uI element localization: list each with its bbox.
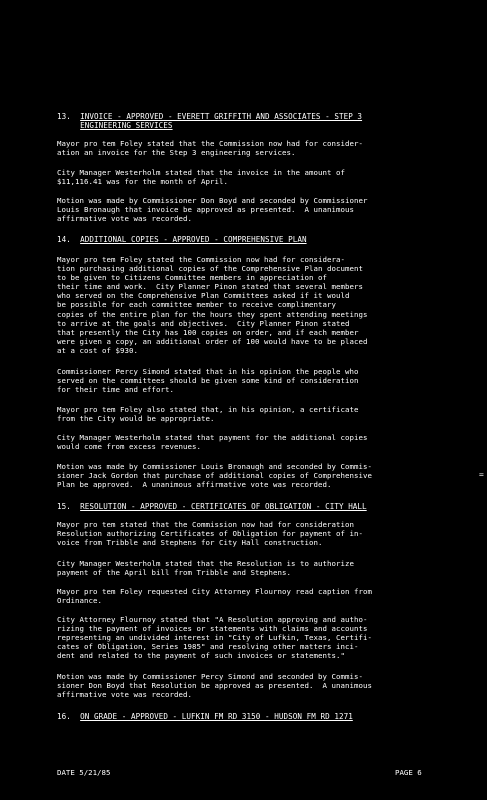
item-15-heading — [57, 502, 459, 511]
footer-date: DATE 5/21/85 — [57, 768, 111, 777]
text-line: copies of the entire plan for the hours they spent attending meetings — [57, 309, 368, 319]
text-line: would come from excess revenues. — [57, 442, 201, 452]
text-line: Motion was made by Commissioner Percy Simond and seconded by Commis- — [57, 672, 363, 681]
text-line: Mayor pro tem Foley stated the Commission now had for considera- — [57, 255, 345, 264]
text-line: tion purchasing additional copies of the Comprehensive Plan document — [57, 264, 363, 274]
text-line: were given a copy, an additional order of 100 would have to be placed — [57, 336, 368, 346]
item-14-number: 14. — [57, 235, 71, 244]
text-line: City Manager Westerholm stated that the invoice in the amount of — [57, 168, 345, 177]
item-14-heading — [57, 235, 459, 244]
item-15-number: 15. — [57, 502, 71, 511]
item-13-paragraph-2 — [57, 168, 459, 186]
item-15-title: RESOLUTION - APPROVED - CERTIFICATES OF OBLIGATION - CITY HALL — [80, 502, 367, 511]
text-line: Ordinance. — [57, 596, 102, 606]
text-line: City Attorney Flournoy stated that "A Resolution approving and autho- — [57, 615, 368, 624]
text-line: Resolution authorizing Certificates of Obligation for payment of in- — [57, 529, 363, 539]
item-14-paragraph-1 — [57, 255, 459, 355]
text-line: Mayor pro tem Foley stated that the Commission now had for consider- — [57, 139, 363, 148]
item-13-paragraph-3 — [57, 196, 459, 223]
text-line: their time and work. City Planner Pinon stated that several members — [57, 282, 363, 292]
text-line: from the City would be appropriate. — [57, 414, 215, 424]
text-line: served on the committees should be given some kind of consideration — [57, 376, 359, 386]
text-line: Louis Bronaugh that invoice be approved as presented. A unanimous — [57, 205, 354, 215]
item-16-title: ON GRADE - APPROVED - LUFKIN FM RD 3150 - HUDSON FM RD 1271 — [80, 712, 353, 721]
text-line: be possible for each committee member to receive complimentary — [57, 300, 336, 310]
text-line: affirmative vote was recorded. — [57, 214, 192, 224]
text-line: affirmative vote was recorded. — [57, 690, 192, 700]
text-line: rizing the payment of invoices or statements with claims and accounts — [57, 624, 368, 634]
margin-mark: = — [479, 470, 484, 479]
text-line: representing an undivided interest in "City of Lufkin, Texas, Certifi- — [57, 633, 372, 643]
text-line: for their time and effort. — [57, 385, 174, 395]
item-15-paragraph-2 — [57, 559, 459, 577]
item-14-paragraph-4 — [57, 433, 459, 451]
text-line: to be given to Citizens Committee members in appreciation of — [57, 273, 327, 283]
text-line: to arrive at the goals and objectives. City Planner Pinon stated — [57, 318, 350, 328]
text-line: Motion was made by Commissioner Don Boyd and seconded by Commissioner — [57, 196, 368, 205]
item-15-paragraph-4 — [57, 615, 459, 660]
item-13-heading — [57, 112, 459, 130]
text-line: Mayor pro tem Foley requested City Attorney Flournoy read caption from — [57, 587, 372, 596]
text-line: cates of Obligation, Series 1985" and resolving other matters inci- — [57, 642, 359, 652]
item-13-paragraph-1 — [57, 139, 459, 157]
text-line: at a cost of $930. — [57, 345, 138, 355]
text-line: who served on the Comprehensive Plan Committees asked if it would — [57, 291, 350, 301]
item-14-paragraph-2 — [57, 367, 459, 394]
text-line: Mayor pro tem stated that the Commission now had for consideration — [57, 520, 354, 529]
item-13-title-line-1: INVOICE - APPROVED - EVERETT GRIFFITH AND ASSOCIATES - STEP 3 — [80, 112, 363, 121]
text-line: sioner Jack Gordon that purchase of additional copies of Comprehensive — [57, 471, 372, 481]
text-line: voice from Tribble and Stephens for City Hall construction. — [57, 538, 323, 548]
text-line: ation an invoice for the Step 3 engineering services. — [57, 148, 296, 158]
footer-page-number: PAGE 6 — [395, 768, 422, 777]
text-line: Mayor pro tem Foley also stated that, in his opinion, a certificate — [57, 405, 359, 414]
text-line: sioner Don Boyd that Resolution be approved as presented. A unanimous — [57, 681, 372, 691]
text-line: City Manager Westerholm stated that payment for the additional copies — [57, 433, 368, 442]
item-14-paragraph-3 — [57, 405, 459, 423]
item-14-paragraph-5 — [57, 462, 459, 489]
item-13-number: 13. — [57, 112, 71, 121]
item-15-paragraph-1 — [57, 520, 459, 547]
text-line: $11,116.41 was for the month of April. — [57, 177, 228, 187]
text-line: dent and related to the payment of such invoices or statements." — [57, 651, 345, 661]
item-16-heading — [57, 712, 459, 721]
text-line: payment of the April bill from Tribble and Stephens. — [57, 568, 291, 578]
text-line: Motion was made by Commissioner Louis Bronaugh and seconded by Commis- — [57, 462, 372, 471]
item-13-title-line-2: ENGINEERING SERVICES — [80, 121, 173, 131]
text-line: that presently the City has 100 copies on order, and if each member — [57, 327, 359, 337]
item-14-title: ADDITIONAL COPIES - APPROVED - COMPREHENSIVE PLAN — [80, 235, 307, 244]
text-line: Commissioner Percy Simond stated that in his opinion the people who — [57, 367, 359, 376]
item-15-paragraph-5 — [57, 672, 459, 699]
item-15-paragraph-3 — [57, 587, 459, 605]
item-16-number: 16. — [57, 712, 71, 721]
text-line: Plan be approved. A unanimous affirmative vote was recorded. — [57, 480, 332, 490]
text-line: City Manager Westerholm stated that the Resolution is to authorize — [57, 559, 354, 568]
